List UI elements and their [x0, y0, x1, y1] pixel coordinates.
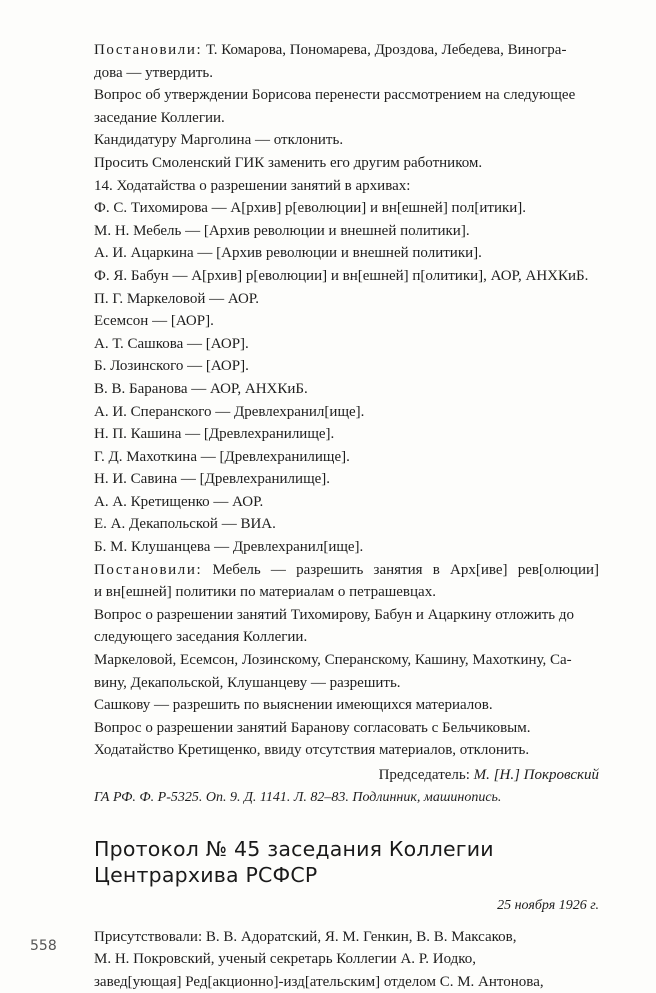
text-line [94, 491, 599, 514]
line-text: Н. П. Кашина — [Древлехранилище]. [94, 426, 335, 443]
protocol-heading-line-2: Центрархива РСФСР [94, 862, 318, 887]
line-text: Вопрос о разрешении занятий Тихомирову, Бабун и Ацаркину отложить до [94, 606, 575, 623]
text-line [94, 62, 599, 85]
text-line [94, 84, 599, 107]
line-text: Ф. С. Тихомирова — А[рхив] р[еволюции] и вн[ешней] пол[итики]. [94, 200, 527, 217]
text-line [94, 129, 599, 152]
line-text: Ходатайство Кретищенко, ввиду отсутствия материалов, отклонить. [94, 742, 530, 759]
line-text: Б. Лозинского — [АОР]. [94, 358, 249, 375]
text-line [94, 649, 599, 672]
text-line [94, 626, 599, 649]
text-line [94, 242, 599, 265]
line-text: Мебель — разрешить занятия в Арх[иве] рев[олюции] [202, 561, 599, 578]
text-line [94, 355, 599, 378]
text-line [94, 513, 599, 536]
line-text: Просить Смоленский ГИК заменить его другим работником. [94, 154, 483, 171]
text-line [94, 446, 599, 469]
line-text: Е. А. Декапольской — ВИА. [94, 516, 276, 533]
line-text: Н. И. Савина — [Древлехранилище]. [94, 471, 331, 488]
text-line [94, 401, 599, 424]
archival-source: ГА РФ. Ф. Р-5325. Оп. 9. Д. 1141. Л. 82–83. Подлинник, машинопись. [94, 789, 502, 805]
text-line [94, 717, 599, 740]
text-line [94, 39, 599, 62]
text-line [94, 288, 599, 311]
line-text: В. В. Баранова — АОР, АНХКиБ. [94, 380, 308, 397]
text-line [94, 197, 599, 220]
text-line [94, 333, 599, 356]
line-text: Г. Д. Махоткина — [Древлехранилище]. [94, 448, 350, 465]
line-text: Маркеловой, Есемсон, Лозинскому, Сперанскому, Кашину, Махоткину, Са- [94, 652, 572, 669]
text-line [94, 694, 599, 717]
line-text: Т. Комарова, Пономарева, Дроздова, Лебедева, Виногра- [202, 42, 567, 58]
line-text: Сашкову — разрешить по выяснении имеющихся материалов. [94, 697, 493, 714]
attendance-line: Присутствовали: В. В. Адоратский, Я. М. Генкин, В. В. Максаков, [94, 928, 517, 945]
line-text: 14. Ходатайства о разрешении занятий в архивах: [94, 177, 411, 194]
line-text: следующего заседания Коллегии. [94, 629, 308, 646]
text-line [94, 220, 599, 243]
text-line [94, 739, 599, 762]
signature-name: М. [Н.] Покровский [469, 767, 599, 783]
text-line [94, 672, 599, 695]
minutes-body [94, 39, 599, 762]
text-line [94, 152, 599, 175]
protocol-heading-line-1: Протокол № 45 заседания Коллегии [94, 836, 494, 861]
text-line [94, 536, 599, 559]
line-text: вину, Декапольской, Клушанцеву — разрешить. [94, 674, 401, 691]
line-text: Б. М. Клушанцева — Древлехранил[ище]. [94, 539, 364, 556]
line-text: А. И. Ацаркина — [Архив революции и внешней политики]. [94, 245, 482, 262]
text-line [94, 310, 599, 333]
text-line [94, 265, 599, 288]
line-text: А. И. Сперанского — Древлехранил[ище]. [94, 403, 365, 420]
text-line [94, 423, 599, 446]
text-line [94, 604, 599, 627]
text-line [94, 378, 599, 401]
text-line [94, 107, 599, 130]
signature-label: Председатель: [378, 767, 470, 783]
text-line [94, 468, 599, 491]
line-text: А. А. Кретищенко — АОР. [94, 493, 264, 510]
line-text: заседание Коллегии. [94, 109, 225, 126]
text-line [94, 581, 599, 604]
line-text: Вопрос об утверждении Борисова перенести рассмотрением на следующее [94, 87, 576, 104]
attendance-block [94, 926, 599, 993]
line-text: П. Г. Маркеловой — АОР. [94, 290, 260, 307]
line-text: дова — утвердить. [94, 64, 213, 81]
page-content [94, 39, 599, 993]
signature-line [94, 764, 599, 787]
line-text: Ф. Я. Бабун — А[рхив] р[еволюции] и вн[ешней] п[олитики], АОР, АНХКиБ. [94, 267, 589, 284]
text-line [94, 559, 599, 582]
line-text: Вопрос о разрешении занятий Баранову согласовать с Бельчиковым. [94, 719, 531, 736]
resolution-label: Постановили: [94, 42, 203, 58]
line-text: А. Т. Сашкова — [АОР]. [94, 335, 249, 352]
protocol-heading [94, 836, 599, 888]
attendance-line: завед[ующая] Ред[акционно]-изд[ательским] отделом С. М. Антонова, [94, 973, 544, 990]
line-text: М. Н. Мебель — [Архив революции и внешней политики]. [94, 222, 470, 239]
line-text: Есемсон — [АОР]. [94, 313, 214, 330]
line-text: и вн[ешней] политики по материалам о петрашевцах. [94, 584, 436, 601]
line-text: Кандидатуру Марголина — отклонить. [94, 132, 344, 149]
page-number: 558 [30, 938, 57, 954]
protocol-date: 25 ноября 1926 г. [497, 897, 599, 913]
resolution-label: Постановили: [94, 561, 203, 578]
text-line [94, 175, 599, 198]
attendance-line: М. Н. Покровский, ученый секретарь Коллегии А. Р. Иодко, [94, 951, 477, 968]
